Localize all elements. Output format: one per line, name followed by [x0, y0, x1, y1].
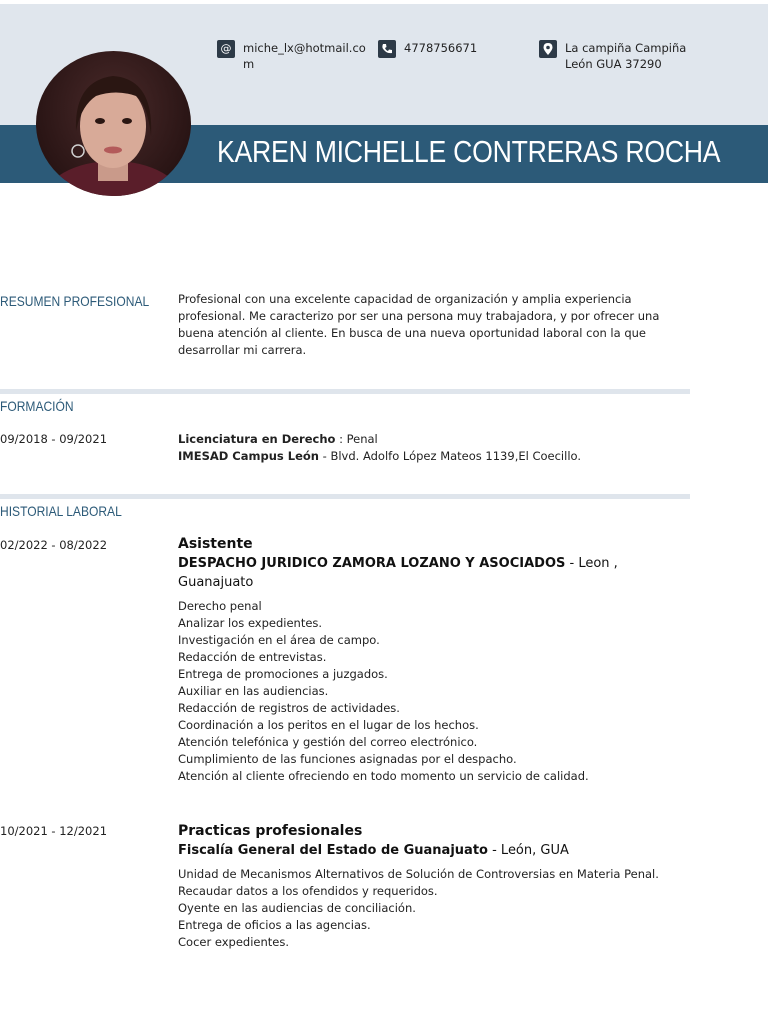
job-task: Entrega de promociones a juzgados.: [178, 667, 388, 681]
at-icon: @: [217, 40, 235, 58]
school-name: IMESAD Campus León: [178, 449, 319, 463]
portrait-image: [36, 51, 191, 196]
phone-icon: [378, 40, 396, 58]
address-text: La campiña Campiña León GUA 37290: [565, 41, 687, 71]
job-task: Derecho penal: [178, 599, 262, 613]
job-task: Oyente en las audiencias de conciliación.: [178, 901, 416, 915]
job-entry: [178, 822, 688, 951]
job-location: - Leon , Guanajuato: [178, 556, 618, 590]
section-divider: [0, 389, 690, 394]
job-task: Atención al cliente ofreciendo en todo momento un servicio de calidad.: [178, 769, 589, 783]
job-task: Auxiliar en las audiencias.: [178, 684, 329, 698]
job-company: DESPACHO JURIDICO ZAMORA LOZANO Y ASOCIADOS: [178, 556, 566, 571]
job-task: Analizar los expedientes.: [178, 616, 323, 630]
job-task: Investigación en el área de campo.: [178, 633, 380, 647]
candidate-name: KAREN MICHELLE CONTRERAS ROCHA: [217, 134, 721, 169]
school-line: [178, 448, 688, 465]
job-task-list: [178, 866, 688, 951]
section-divider: [0, 494, 690, 499]
job-task: Entrega de oficios a las agencias.: [178, 918, 371, 932]
section-title-historial: HISTORIAL LABORAL: [0, 503, 122, 519]
job-task: Redacción de registros de actividades.: [178, 701, 400, 715]
job-task-list: [178, 598, 688, 785]
degree-name: Licenciatura en Derecho: [178, 432, 336, 446]
job-company: Fiscalía General del Estado de Guanajuato: [178, 843, 488, 858]
job-task: Recaudar datos a los ofendidos y requeridos.: [178, 884, 438, 898]
job-task: Cumplimiento de las funciones asignadas por el despacho.: [178, 752, 517, 766]
profile-photo: [36, 51, 191, 196]
job-date: 10/2021 - 12/2021: [0, 824, 108, 838]
formacion-details: [178, 431, 688, 465]
map-pin-icon: [539, 40, 557, 58]
job-task: Cocer expedientes.: [178, 935, 289, 949]
resumen-text: Profesional con una excelente capacidad de organización y amplia experiencia profesional. Me caracterizo por ser una persona muy trabajadora, y por ofrecer una buena atención al cliente. En busca de una nueva oportunidad laboral con la que desarrollar mi carrera.: [178, 292, 660, 357]
formacion-date: 09/2018 - 09/2021: [0, 432, 108, 446]
job-location: - León, GUA: [487, 843, 569, 858]
section-title-formacion: FORMACIÓN: [0, 398, 74, 414]
degree-specialty: : Penal: [335, 432, 378, 446]
job-role: Asistente: [178, 536, 253, 552]
job-task: Redacción de entrevistas.: [178, 650, 327, 664]
job-task: Unidad de Mecanismos Alternativos de Solución de Controversias en Materia Penal.: [178, 867, 659, 881]
school-address: - Blvd. Adolfo López Mateos 1139,El Coecillo.: [318, 449, 582, 463]
email-text[interactable]: miche_lx@hotmail.com: [243, 41, 366, 71]
job-role: Practicas profesionales: [178, 823, 363, 839]
job-entry: [178, 535, 688, 785]
job-date: 02/2022 - 08/2022: [0, 538, 108, 552]
job-company-line: [178, 841, 688, 860]
degree-line: [178, 431, 688, 448]
section-title-resumen: RESUMEN PROFESIONAL: [0, 293, 150, 309]
phone-text[interactable]: 4778756671: [404, 41, 478, 55]
job-task: Coordinación a los peritos en el lugar de los hechos.: [178, 718, 479, 732]
job-company-line: [178, 554, 688, 592]
job-task: Atención telefónica y gestión del correo electrónico.: [178, 735, 478, 749]
